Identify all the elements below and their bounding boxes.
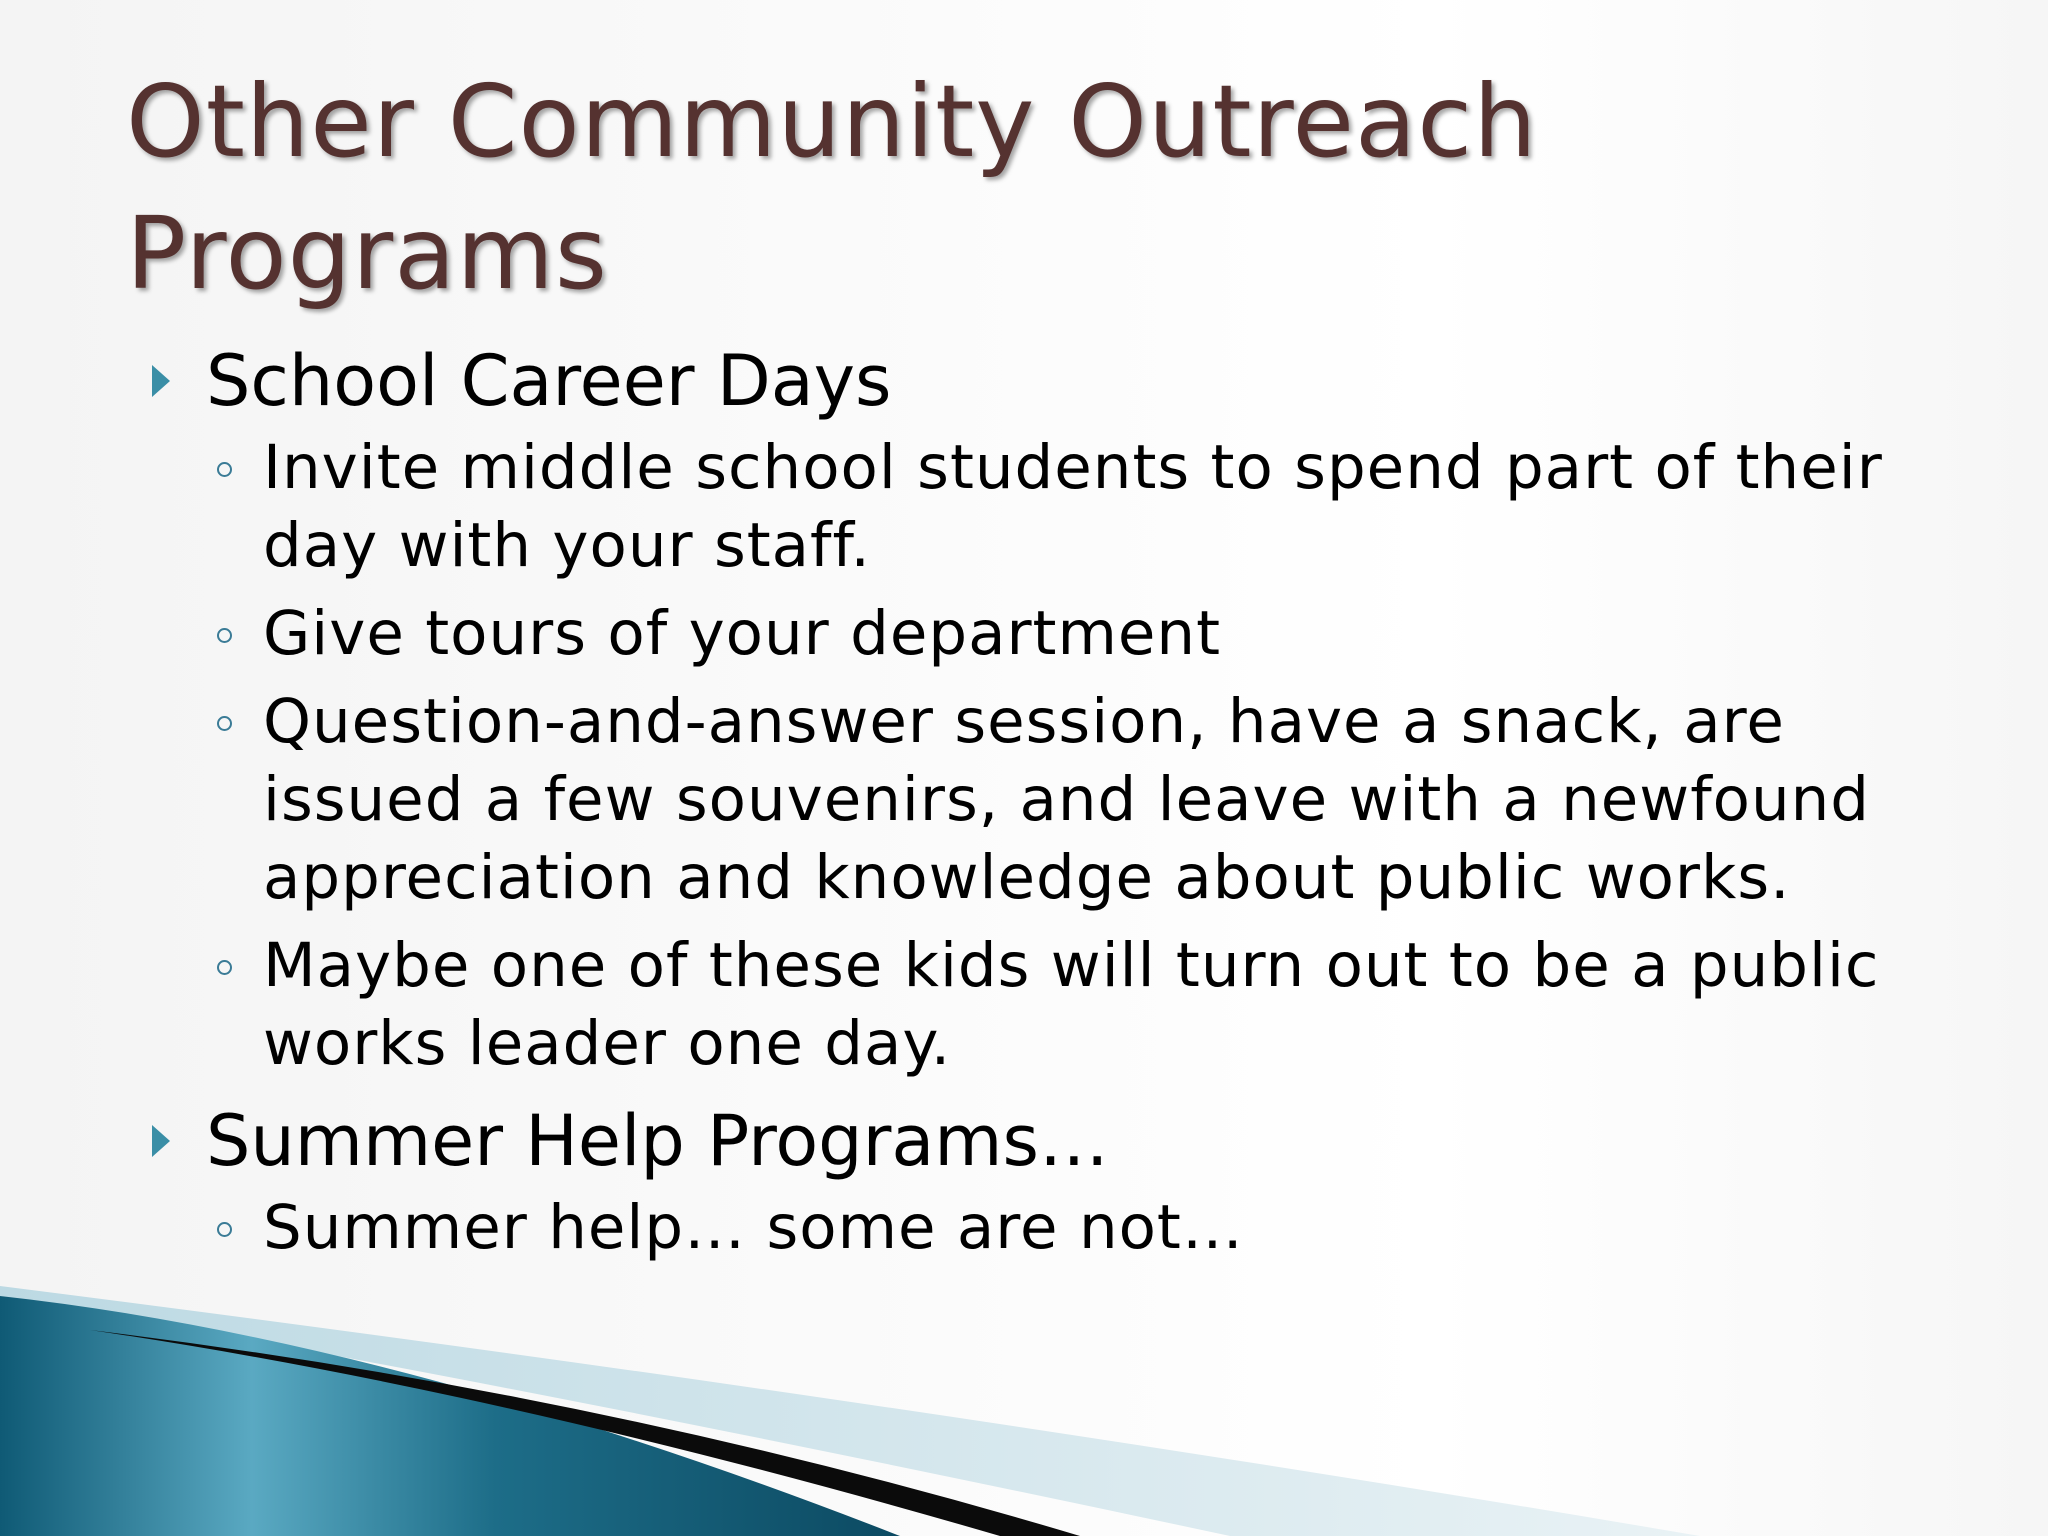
- sub-bullet-text: Question-and-answer session, have a snack, are issued a few souvenirs, and leave with a newfound appreciation and knowledge about public works.: [263, 686, 1871, 913]
- sub-bullet: [146, 683, 1946, 917]
- hollow-circle-icon: [217, 462, 232, 477]
- section-summer-help: [146, 1093, 1946, 1267]
- hollow-circle-icon: [217, 960, 232, 975]
- bullet-level1: [146, 1093, 1946, 1189]
- bullet-heading: Summer Help Programs…: [206, 1100, 1109, 1182]
- sub-bullet-list: [146, 1189, 1946, 1267]
- sub-bullet-text: Invite middle school students to spend part of their day with your staff.: [263, 432, 1883, 581]
- sub-bullet-text: Give tours of your department: [263, 598, 1221, 669]
- section-school-career-days: [146, 333, 1946, 1083]
- sub-bullet-text: Maybe one of these kids will turn out to be a public works leader one day.: [263, 930, 1880, 1079]
- triangle-right-icon: [152, 1125, 170, 1157]
- wave-black-stripe: [90, 1330, 1080, 1536]
- bullet-level1: [146, 333, 1946, 429]
- hollow-circle-icon: [217, 628, 232, 643]
- hollow-circle-icon: [217, 1222, 232, 1237]
- sub-bullet: [146, 1189, 1946, 1267]
- sub-bullet: [146, 927, 1946, 1083]
- sub-bullet: [146, 429, 1946, 585]
- slide-content: [146, 333, 1946, 1277]
- sub-bullet-text: Summer help… some are not…: [263, 1192, 1244, 1263]
- wave-teal-band: [0, 1296, 900, 1536]
- wave-pale-band: [0, 1286, 1700, 1536]
- sub-bullet: [146, 595, 1946, 673]
- hollow-circle-icon: [217, 716, 232, 731]
- sub-bullet-list: [146, 429, 1946, 1083]
- bullet-heading: School Career Days: [206, 340, 892, 422]
- slide-title: Other Community Outreach Programs: [126, 63, 1538, 312]
- triangle-right-icon: [152, 365, 170, 397]
